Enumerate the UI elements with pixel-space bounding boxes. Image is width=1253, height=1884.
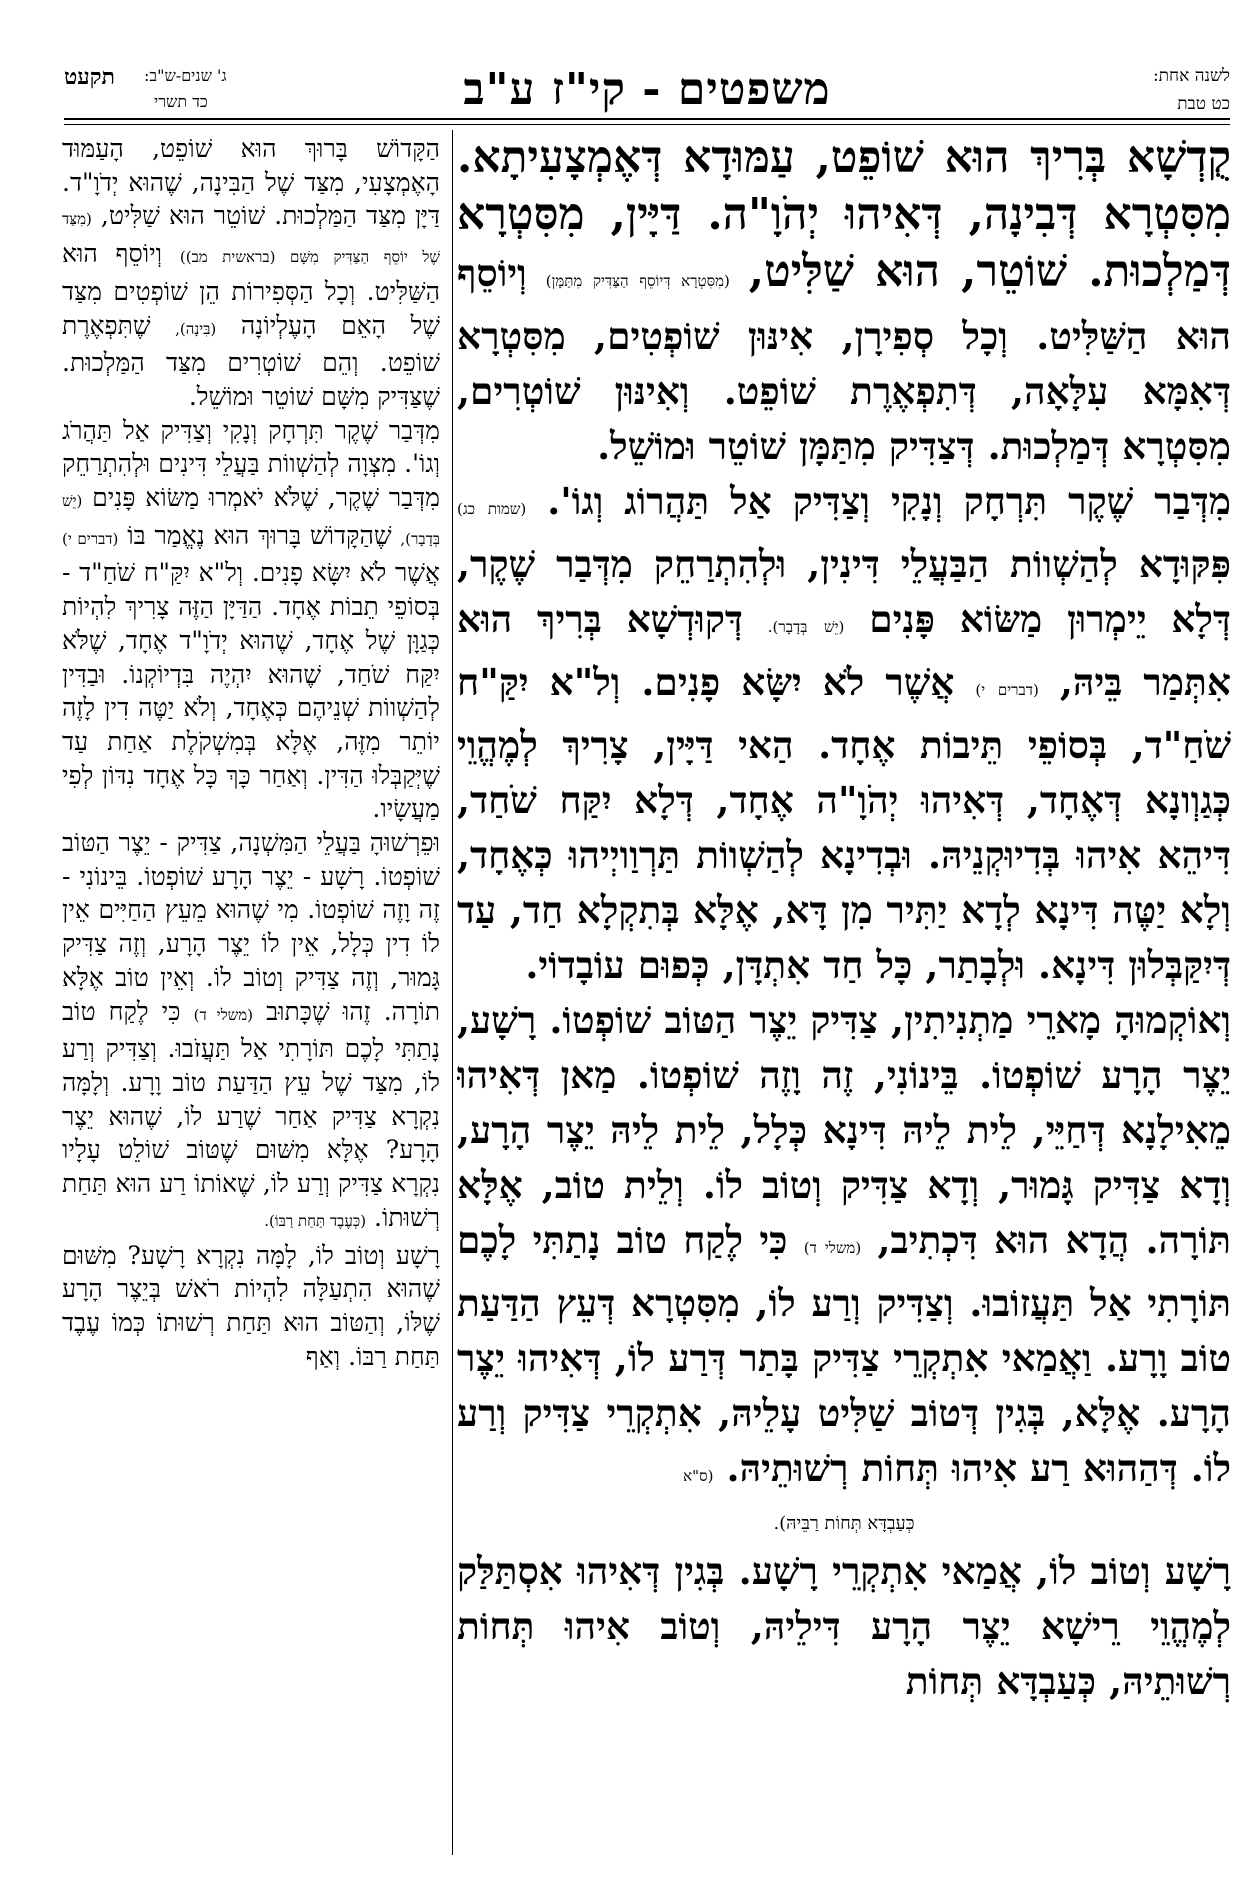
side-note: (כְּעֶבֶד תַּחַת רַבּוֹ). xyxy=(264,1211,367,1230)
side-text: רָשָׁע וְטוֹב לוֹ, לָמָּה נִקְרָא רָשָׁע? מִשּׁוּם שֶׁהוּא הִתְעַלָּה לִהְיוֹת רֹאשׁ בְּיֵצֶר הָרָע שֶׁלּוֹ, וְהַטּוֹב הוּא תַּחַת רְשׁוּתוֹ כְּמוֹ עֶבֶד תַּחַת רַבּוֹ. וְאַף xyxy=(62,1240,440,1371)
main-text-column xyxy=(457,130,1231,1860)
column-divider xyxy=(452,130,453,1855)
main-text: וְיוֹסֵף הוּא הַשַּׁלִּיט. וְכָל סְפִירָן, אִינּוּן שׁוֹפְטִים, מִסִּטְרָא דְּאִמָּא עִלָּאָה, דְּתִפְאֶרֶת שׁוֹפֵט. וְאִינּוּן שׁוֹטְרִים, מִסִּטְרָא דְּמַלְכוּת. דְּצַדִּיק מִתַּמָּן שׁוֹטֵר וּמוֹשֵׁל. xyxy=(457,251,1231,468)
header-divider xyxy=(64,118,1230,120)
side-text: וּפֵרְשׁוּהָ בַּעֲלֵי הַמִּשְׁנָה, צַדִּיק - יֵצֶר הַטּוֹב שׁוֹפְטוֹ. רָשָׁע - יֵצֶר הָרָע שׁוֹפְטוֹ. בֵּינוֹנִי - זֶה וָזֶה שׁוֹפְטוֹ. מִי שֶׁהוּא מֵעֵץ הַחַיִּים אֵין לוֹ דִין כְּלָל, אֵין לוֹ יֵצֶר הָרָע, וְזֶה צַדִּיק גָּמוּר, וְזֶה צַדִּיק וְטוֹב לוֹ. וְאֵין טוֹב אֶלָּא תוֹרָה. זֶהוּ שֶׁכָּתוּב xyxy=(62,828,440,1026)
verse-heading: מִדְּבַר שֶׁקֶר תִּרְחָק וְנָקִי וְצַדִּיק אַל תַּהֲרוֹג וְגוֹ'. xyxy=(547,479,1231,523)
page-header xyxy=(64,62,1230,126)
main-paragraph xyxy=(457,130,1231,474)
main-note: (מִסִּטְרָא דְּיוֹסֵף הַצַּדִּיק מִתַּמָּן) xyxy=(545,272,730,290)
side-note: (יֵשׁ בְּדָבָר), xyxy=(62,492,440,548)
header-divider-thin xyxy=(64,124,1230,125)
side-text: מִדְּבַר שֶׁקֶר תִּרְחָק וְנָקִי וְצַדִּיק אַל תַּהֲרֹג וְגוֹ'. מִצְוָה לְהַשְׁווֹת בַּעֲלֵי דִּינִים וּלְהִתְרַחֵק מִדְּבַר שֶׁקֶר, שֶׁלֹּא יֹאמְרוּ מַשּׂוֹא פָּנִים xyxy=(62,415,440,513)
side-note: (מִצַּד שֶׁל יוֹסֵף הַצַּדִּיק מִשָּׁם (בראשית מב)) xyxy=(62,210,440,267)
main-text: דְּקוּדְשָׁא בְּרִיךְ הוּא אִתְּמַר בֵּיהּ, xyxy=(457,597,1231,704)
main-paragraph xyxy=(457,993,1231,1504)
variant-note: (ס"א xyxy=(683,1467,714,1485)
side-text: שֶׁתִּפְאֶרֶת שׁוֹפֵט. וְהֵם שׁוֹטְרִים מִצַּד הַמַּלְכוּת. שֶׁצַּדִּיק מִשָּׁם שׁוֹטֵר וּמוֹשֵׁל. xyxy=(62,310,440,411)
main-text: פִּקּוּדָא לְהַשְׁווֹת הַבַּעֲלֵי דִּינִין, וּלְהִתְרַחֵק מִדְּבַר שֶׁקֶר, דְּלָא יֵימְרוּן מַשּׂוֹא פָּנִים xyxy=(457,542,1231,641)
main-paragraph xyxy=(457,1544,1231,1709)
side-paragraph xyxy=(62,132,440,414)
translation-column xyxy=(62,132,440,1858)
main-text: קֻדְשָׁא בְּרִיךְ הוּא שׁוֹפֵט, עַמּוּדָא דְּאֶמְצָעִיתָא. מִסִּטְרָא דְּבִינָה, דְּאִיהוּ יְהֹוָ"ה. דַּיָּין, מִסִּטְרָא דְּמַלְכוּת. שׁוֹטֵר, הוּא שַׁלִּיט, xyxy=(457,132,1231,297)
side-note: (בִּינָה), xyxy=(175,319,217,338)
side-text: וְיוֹסֵף הוּא הַשַּׁלִּיט. וְכָל הַסְּפִירוֹת הֵן שׁוֹפְטִים מִצַּד שֶׁל הָאֵם הָעֶלְיוֹנָה xyxy=(62,239,440,340)
main-note: (יֵשׁ בְּדָבָר). xyxy=(767,618,845,636)
page-title: משפטים - קי"ז ע"ב xyxy=(463,64,831,115)
schedule-one-year-label: לשנה אחת: xyxy=(1152,66,1230,86)
side-paragraph xyxy=(62,826,440,1238)
side-text: הַקָּדוֹשׁ בָּרוּךְ הוּא שׁוֹפֵט, הָעַמּוּד הָאֶמְצָעִי, מִצַּד שֶׁל הַבִּינָה, שֶׁהוּא יְדֹוָ"ד. דַּיָּן מִצַּד הַמַּלְכוּת. שׁוֹטֵר הוּא שַׁלִּיט, xyxy=(62,134,440,231)
schedule-three-years-date: כד תשרי xyxy=(154,92,208,111)
main-text: וְאוֹקְמוּהָ מָארֵי מַתְנִיתִין, צַדִּיק יֵצֶר הַטּוֹב שׁוֹפְטוֹ. רָשָׁע, יֵצֶר הָרָע שׁוֹפְטוֹ. בֵּינוֹנִי, זֶה וָזֶה שׁוֹפְטוֹ. מַאן דְּאִיהוּ מֵאִילָנָא דְּחַיֵּי, לֵית לֵיהּ דִּינָא כְּלָל, לֵית לֵיהּ יֵצֶר הָרָע, וְדָא צַדִּיק גָּמוּר, וְדָא צַדִּיק וְטוֹב לוֹ. וְלֵית טוֹב, אֶלָּא תּוֹרָה. הֲדָא הוּא דִּכְתִיב, xyxy=(457,998,1231,1262)
side-text: שֶׁהַקָּדוֹשׁ בָּרוּךְ הוּא נֶאֱמַר בּוֹ xyxy=(127,520,392,550)
source-reference: (משלי ד) xyxy=(803,1239,862,1257)
side-paragraph xyxy=(62,414,440,826)
source-reference: (משלי ד) xyxy=(193,1005,253,1024)
side-text: אֲשֶׁר לֹא יִשָּׂא פָנִים. וְל"א יִקַּ"ח שֹׁחַ"ד - בְּסוֹפֵי תֵבוֹת אֶחָד. הַדַּיָּן הַזֶּה צָרִיךְ לִהְיוֹת כְּגַוָּן שֶׁל אֶחָד, שֶׁהוּא יְדֹוָ"ד אֶחָד, שֶׁלֹּא יִקַּח שֹׁחַד, שֶׁהוּא יִהְיֶה בִּדְיוֹקְנוֹ. וּבַדִּין לְהַשְׁווֹת שְׁנֵיהֶם כְּאֶחָד, וְלֹא יַטֶּה דִין לָזֶה יוֹתֵר מִזֶּה, אֶלָּא בְּמִשְׁקֹלֶת אַחַת עַד שֶׁיְּקַבְּלוּ הַדִּין. וְאַחַר כָּךְ כָּל אֶחָד נִדּוֹן לְפִי מַעֲשָׂיו. xyxy=(62,558,440,824)
main-text: רָשָׁע וְטוֹב לוֹ, אֲמַאי אִתְקְרֵי רָשָׁע. בְּגִין דְּאִיהוּ אִסְתַּלַּק לְמֶהֱוֵי רֵישָׁא יֵצֶר הָרָע דִּילֵיהּ, וְטוֹב אִיהוּ תְּחוֹת רְשׁוּתֵיהּ, כְּעַבְדָּא תְּחוֹת xyxy=(457,1549,1231,1703)
source-reference: (שמות כג) xyxy=(457,500,527,518)
side-text: כִּי לֶקַח טוֹב נָתַתִּי לָכֶם תּוֹרָתִי אַל תַּעֲזֹבוּ. וְצַדִּיק וְרַע לוֹ, מִצַּד שֶׁל עֵץ הַדַּעַת טוֹב וָרָע. וְלָמָּה נִקְרָא צַדִּיק אַחַר שֶׁרַע לוֹ, שֶׁהוּא יֵצֶר הָרָע? אֶלָּא מִשּׁוּם שֶׁטּוֹב שׁוֹלֵט עָלָיו נִקְרָא צַדִּיק וְרַע לוֹ, שֶׁאוֹתוֹ רַע הוּא תַּחַת רְשׁוּתוֹ. xyxy=(62,996,440,1232)
variant-note: כְּעַבְדָּא תְּחוֹת רַבֵּיהּ). xyxy=(773,1513,915,1534)
main-text: אֲשֶׁר לֹא יִשָּׂא פָנִים. וְל"א יִקַּ"ח שֹׁחַ"ד, בְּסוֹפֵי תֵּיבוֹת אֶחָד. הַאי דַּיָּין, צָרִיךְ לְמֶהֱוֵי כְּגַוְונָא דְּאֶחָד, דְּאִיהוּ יְהֹוָ"ה אֶחָד, דְּלָא יִקַּח שֹׁחַד, דִּיהֵא אִיהוּ בְּדִיוּקְנֵיהּ. וּבְדִינָא לְהַשְׁווֹת תַּרְוַויְיהוּ כְּאֶחָד, וְלָא יַטֶּה דִּינָא לְדָא יַתִּיר מִן דָּא, אֶלָּא בְּתִקְלָא חַד, עַד דְּיִקַּבְּלוּן דִּינָא. וּלְבָתַר, כָּל חַד אִתְדָּן, כְּפוּם עוֹבָדוֹי. xyxy=(457,660,1231,987)
schedule-three-years-label: ג' שנים-ש"ב: xyxy=(144,66,227,85)
main-text: כִּי לֶקַח טוֹב נָתַתִּי לָכֶם תּוֹרָתִי אַל תַּעֲזוֹבוּ. וְצַדִּיק וְרַע לוֹ, מִסִּטְרָא דְּעֵץ הַדַּעַת טוֹב וָרָע. וַאֲמַאי אִתְקְרֵי צַדִּיק בָּתַר דְּרַע לוֹ, דְּאִיהוּ יֵצֶר הָרָע. אֶלָּא, בְּגִין דְּטוֹב שַׁלִּיט עָלֵיהּ, אִתְקְרֵי צַדִּיק וְרַע לוֹ. דְּהַהוּא רַע אִיהוּ תְּחוֹת רְשׁוּתֵיהּ. xyxy=(457,1218,1231,1490)
variant-note-line xyxy=(457,1504,1231,1544)
page-number: תקעט xyxy=(64,64,115,90)
schedule-one-year-date: כט טבת xyxy=(1177,94,1230,114)
main-paragraph xyxy=(457,474,1231,993)
side-paragraph xyxy=(62,1239,440,1374)
source-reference: (דברים י) xyxy=(975,681,1039,699)
source-reference: (דברים י) xyxy=(62,529,119,548)
